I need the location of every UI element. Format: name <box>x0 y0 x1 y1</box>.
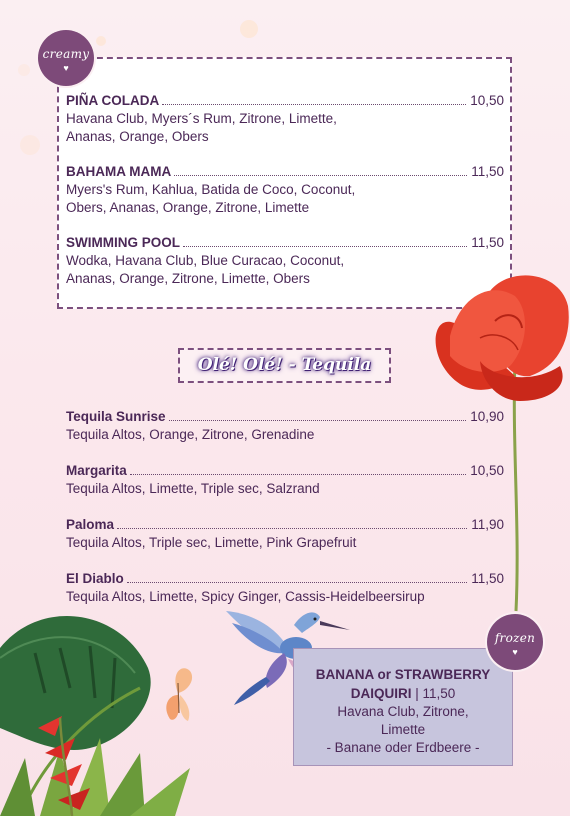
item-description: Tequila Altos, Orange, Zitrone, Grenadine <box>66 427 315 442</box>
heart-icon: ♥ <box>63 63 69 73</box>
frozen-title-line2 <box>294 684 512 703</box>
tropical-foliage <box>0 588 200 816</box>
bokeh-light <box>18 64 30 76</box>
item-description: Tequila Altos, Limette, Spicy Ginger, Cassis-Heidelbeersirup <box>66 589 425 604</box>
menu-item-bahama-mama <box>66 163 504 217</box>
item-description: Wodka, Havana Club, Blue Curacao, Coconut, <box>66 253 345 268</box>
dot-leader <box>183 245 467 247</box>
dot-leader <box>127 581 467 583</box>
item-name: Margarita <box>66 463 127 478</box>
frozen-description: Limette <box>380 722 426 737</box>
dot-leader <box>162 103 466 105</box>
frozen-badge-label: frozen <box>494 631 536 645</box>
item-description: Ananas, Orange, Zitrone, Limette, Obers <box>66 271 310 286</box>
item-name: Tequila Sunrise <box>66 409 166 424</box>
bokeh-light <box>20 135 40 155</box>
creamy-badge-label: creamy <box>42 47 90 61</box>
item-name: Paloma <box>66 517 115 532</box>
item-description: Myers's Rum, Kahlua, Batida de Coco, Coconut, <box>66 182 356 197</box>
item-name: PIÑA COLADA <box>66 93 160 108</box>
item-description: Havana Club, Myers´s Rum, Zitrone, Limette, <box>66 111 337 126</box>
menu-item-pina-colada <box>66 92 504 146</box>
item-price: 11,90 <box>471 517 504 532</box>
item-price: 10,50 <box>470 463 504 478</box>
dot-leader <box>130 473 466 475</box>
item-description: Ananas, Orange, Obers <box>66 129 209 144</box>
bokeh-light <box>240 20 258 38</box>
creamy-badge <box>38 30 94 86</box>
frozen-drink-box <box>293 648 513 766</box>
item-price: 11,50 <box>471 164 504 179</box>
item-description: Obers, Ananas, Orange, Zitrone, Limette <box>66 200 310 215</box>
dot-leader <box>117 527 467 529</box>
frozen-description: - Banane oder Erdbeere - <box>326 740 480 755</box>
frozen-description: Havana Club, Zitrone, <box>337 704 469 719</box>
tequila-section-title: Olé! Olé! - Tequila <box>178 348 391 383</box>
bokeh-light <box>96 36 106 46</box>
item-name: BAHAMA MAMA <box>66 164 172 179</box>
frozen-drink-name: DAIQUIRI <box>350 686 412 701</box>
item-description: Tequila Altos, Limette, Triple sec, Salzrand <box>66 481 320 496</box>
frozen-price: 11,50 <box>422 686 456 701</box>
poppy-flower <box>420 266 570 616</box>
item-price: 11,50 <box>471 571 504 586</box>
frozen-title-line1: BANANA or STRAWBERRY <box>315 667 491 682</box>
item-name: El Diablo <box>66 571 124 586</box>
item-description: Tequila Altos, Triple sec, Limette, Pink Grapefruit <box>66 535 357 550</box>
heart-icon: ♥ <box>512 647 518 657</box>
item-price: 10,50 <box>470 93 504 108</box>
frozen-separator: | <box>411 686 423 701</box>
item-price: 11,50 <box>471 235 504 250</box>
item-price: 10,90 <box>470 409 504 424</box>
dot-leader <box>174 174 467 176</box>
item-name: SWIMMING POOL <box>66 235 180 250</box>
frozen-badge <box>487 614 543 670</box>
